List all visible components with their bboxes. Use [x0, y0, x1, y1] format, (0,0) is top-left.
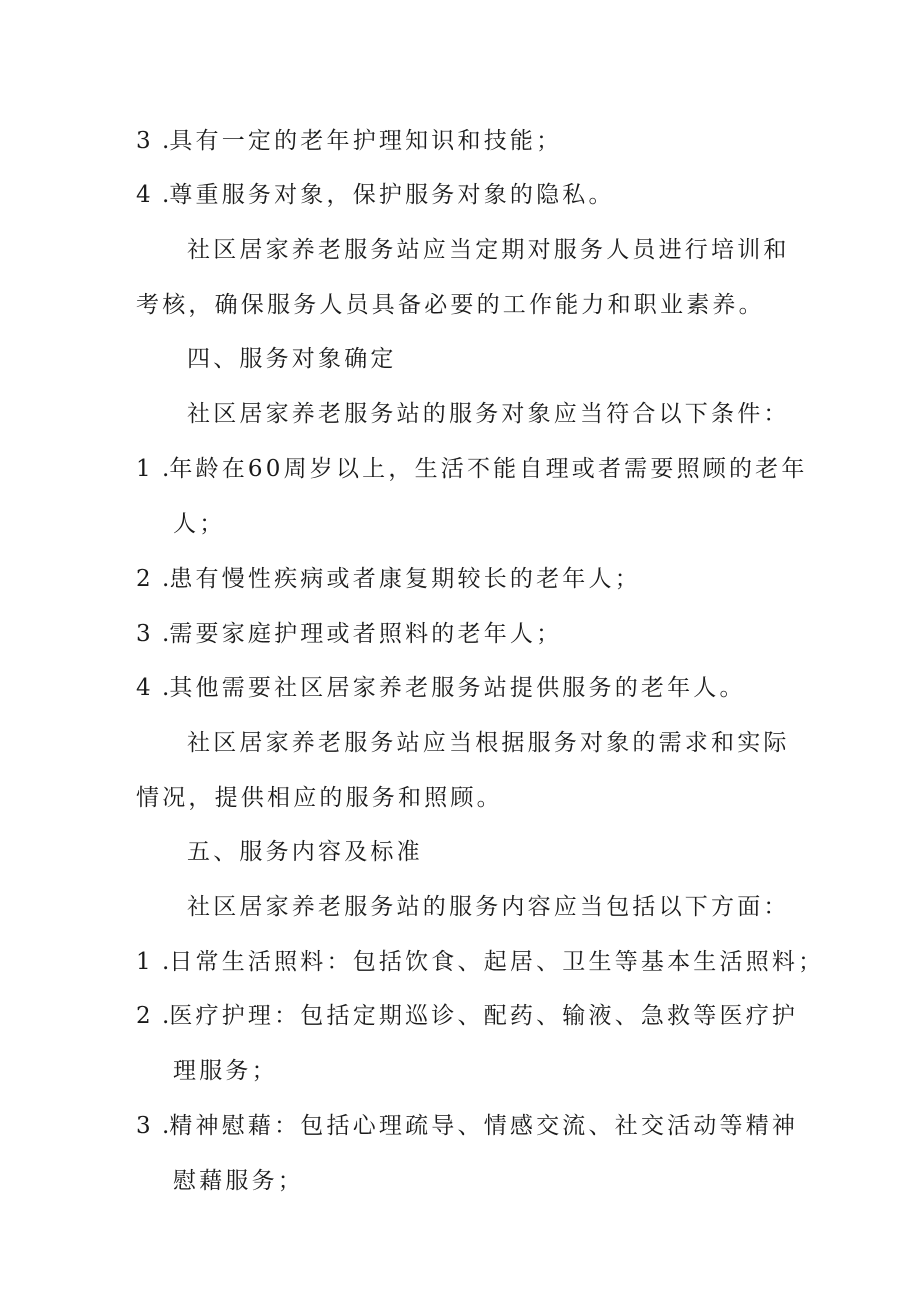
list-item: 4 .尊重服务对象，保护服务对象的隐私。	[136, 182, 615, 208]
item-number: 1	[136, 949, 151, 975]
paragraph-line: 情况，提供相应的服务和照顾。	[136, 785, 503, 811]
item-text: 患有慢性疾病或者康复期较长的老年人；	[169, 566, 641, 592]
item-text: 日常生活照料：包括饮食、起居、卫生等基本生活照料；	[169, 949, 825, 975]
item-text: 需要家庭护理或者照料的老年人；	[169, 621, 563, 647]
list-item: 1 .年龄在60周岁以上，生活不能自理或者需要照顾的老年	[136, 456, 808, 482]
paragraph-line: 考核，确保服务人员具备必要的工作能力和职业素养。	[136, 292, 765, 318]
list-item: 4 .其他需要社区居家养老服务站提供服务的老年人。	[136, 675, 746, 701]
item-number: 2	[136, 1003, 151, 1029]
item-text: 精神慰藉：包括心理疏导、情感交流、社交活动等精神	[169, 1113, 799, 1139]
section-heading: 五、服务内容及标准	[187, 839, 423, 865]
list-item-continuation: 理服务；	[173, 1058, 278, 1084]
item-text: 具有一定的老年护理知识和技能；	[169, 128, 563, 154]
list-item-continuation: 慰藉服务；	[173, 1168, 304, 1194]
item-text: 医疗护理：包括定期巡诊、配药、输液、急救等医疗护	[169, 1003, 799, 1029]
item-text: 尊重服务对象，保护服务对象的隐私。	[169, 182, 615, 208]
paragraph-line: 社区居家养老服务站应当定期对服务人员进行培训和	[187, 237, 790, 263]
section-heading: 四、服务对象确定	[187, 346, 397, 372]
list-item: 1 .日常生活照料：包括饮食、起居、卫生等基本生活照料；	[136, 949, 825, 975]
list-item: 3 .需要家庭护理或者照料的老年人；	[136, 621, 563, 647]
list-item: 2 .医疗护理：包括定期巡诊、配药、输液、急救等医疗护	[136, 1003, 799, 1029]
item-number: 3	[136, 1113, 151, 1139]
list-item: 3 .具有一定的老年护理知识和技能；	[136, 128, 563, 154]
item-number: 1	[136, 456, 151, 482]
item-text: 其他需要社区居家养老服务站提供服务的老年人。	[169, 675, 746, 701]
item-number: 4	[136, 675, 151, 701]
item-number: 3	[136, 621, 151, 647]
item-number: 3	[136, 128, 151, 154]
list-item-continuation: 人；	[173, 511, 226, 537]
item-text: 年龄在60周岁以上，生活不能自理或者需要照顾的老年	[169, 456, 808, 482]
list-item: 2 .患有慢性疾病或者康复期较长的老年人；	[136, 566, 641, 592]
paragraph-line: 社区居家养老服务站的服务对象应当符合以下条件：	[187, 401, 790, 427]
item-number: 2	[136, 566, 151, 592]
list-item: 3 .精神慰藉：包括心理疏导、情感交流、社交活动等精神	[136, 1113, 799, 1139]
paragraph-line: 社区居家养老服务站的服务内容应当包括以下方面：	[187, 894, 790, 920]
item-number: 4	[136, 182, 151, 208]
paragraph-line: 社区居家养老服务站应当根据服务对象的需求和实际	[187, 730, 790, 756]
